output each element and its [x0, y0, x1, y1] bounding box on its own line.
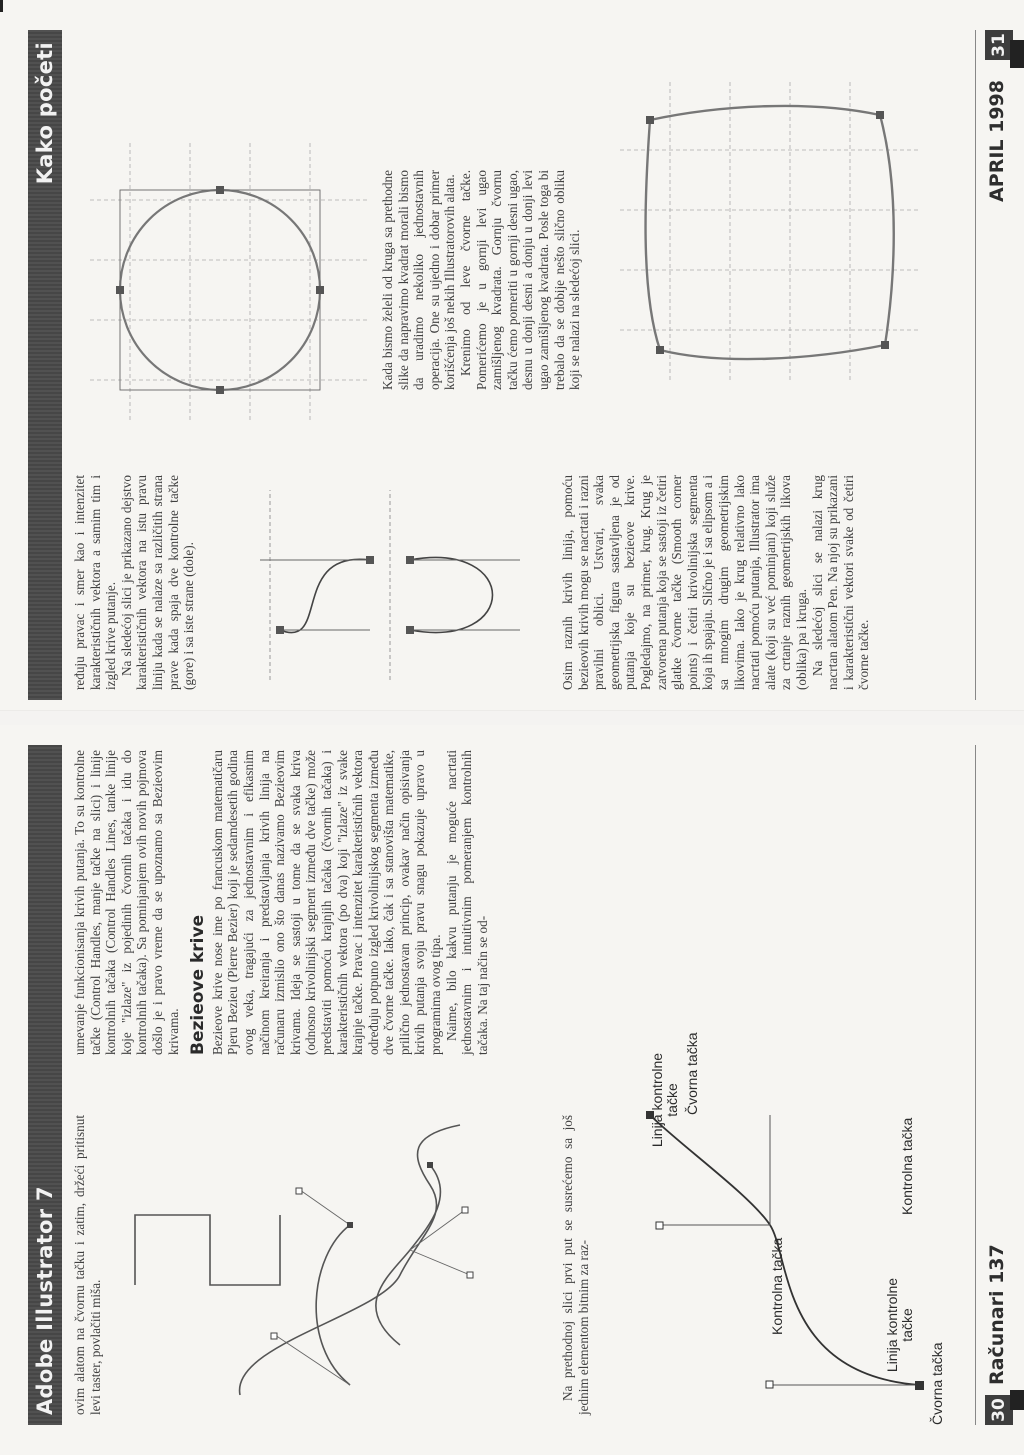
circle-path-figure: [90, 140, 370, 420]
right-col2-para2: Na sledećoj slici se nalazi krug nacrtan alatom Pen. Na njoj su prikazani i karakteristični vektori svake od četiri čvorne tačke.: [809, 475, 872, 690]
right-page-number: 31: [985, 30, 1013, 60]
right-footer-rule: [975, 30, 976, 700]
handle-point-marker: [656, 1222, 663, 1229]
s-curve: [280, 559, 370, 632]
right-column-2: [560, 475, 872, 690]
long-curve-figure: [240, 1125, 460, 1395]
label-handle-point-left: Kontrolna tačka: [769, 1237, 785, 1335]
right-column-1: [72, 475, 197, 690]
straight-path-figure: [135, 1215, 280, 1285]
issue-date: APRIL 1998: [986, 80, 1008, 202]
path-drawing-figures: [100, 1105, 560, 1425]
squircle-path: [646, 106, 894, 359]
hook-curve-figure: [376, 1165, 441, 1345]
handle-point-marker: [766, 1381, 773, 1388]
bezier-section-heading: Bezieove krive: [188, 914, 209, 1055]
square-path-figure: [620, 80, 920, 380]
anchor-point-marker: [915, 1381, 924, 1390]
left-section-title: Adobe Illustrator 7: [28, 745, 62, 1425]
label-handle-point-right: Kontrolna tačka: [899, 1117, 915, 1215]
scan-edge-mark: [1010, 40, 1024, 68]
left-intro-text: ovim alatom na čvornu tačku i zatim, držeći pritisnut levi taster, povlačiti miša.: [72, 1115, 103, 1415]
right-col2-para1: Osim raznih krivih linija, pomoću bezieovih krivih mogu se nacrtati i razni pravilni oblici. Ustvari, svaka geometrijska figura sastavljena je od putanja koje su bezieove krive. Pogledajmo, na primer, krug. Krug je zatvorena putanja koja se sastoji iz četiri glatke čvorne tačke (Smooth corner points) i četiri krivolinijska segmenta koja ih spajaju. Slično je i sa elipsom a i sa mnogim drugim geometrijskim likovima. Iako je krug relativno lako nacrtati pomoću putanja, Illustrator ima alate (koji su već pominjani) koji služe za crtanje raznih geometrijskih likova (oblika) pa i kruga.: [560, 475, 809, 690]
magazine-issue: Računari 137: [986, 1244, 1008, 1385]
arc-curve-figure: [316, 1225, 350, 1385]
left-caption-text: Na prethodnoj slici prvi put se susrećemo sa još jednim elementom bitnim za raz-: [560, 1115, 591, 1415]
left-page: [0, 725, 1024, 1455]
right-col1-para2: Na sledećoj slici je prikazano dejstvo karakterističnih vektora na istu pravu liniju kada se nalaze sa različitih strana prave kada spaja dve kontrolne tačke (gore) i sa iste strane (dole).: [118, 475, 197, 690]
vector-direction-figure: [250, 470, 540, 690]
left-col2-para1: umevanje funkcionisanja krivih putanja. To su kontrolne tačke (Control Handles, manje tačke na slici) i linije kontrolnih tačaka (Control Handles Lines, tanke linije koje "izlaze" iz pojedinih čvornih tačaka i idu do kontrolnih tačaka). Sa pominjanjem ovih novih pojmova došlo je i pravo vreme da se upoznamo sa Bezieovim krivama.: [72, 750, 181, 1055]
right-column-3: [380, 170, 583, 390]
scan-edge-mark: [1010, 1390, 1024, 1410]
u-curve: [410, 558, 493, 633]
right-col1-para1: ređuju pravac i smer kao i intenzitet karakterističnih vektora a samim tim i izgled krive putanje.: [72, 475, 119, 690]
scan-edge-mark: [0, 0, 3, 12]
right-page: [0, 0, 1024, 710]
left-column-1: [72, 1115, 103, 1415]
circle-path: [120, 190, 320, 390]
left-column-2: [72, 750, 490, 1055]
right-col3-para2: Krenimo od leve čvorne tačke. Pomerićemo je u gornji levi ugao zamišljenog kvadrata. Gornju čvornu tačku ćemo pomeriti u gornji desni ugao, desnu u donji desni a donju u donji levi ugao zamišljenog kvadrata. Posle toga bi trebalo da se dobije nešto slično obliku koji se nalazi na sledećoj slici.: [457, 170, 583, 390]
right-col3-para1: Kada bismo želeli od kruga sa prethodne slike da napravimo kvadrat morali bismo da uradimo nekoliko jednostavnih operacija. One su ujedno i dobar primer korišćenja još nekih Illustratorovih alata.: [380, 170, 458, 390]
label-handle-line-bottom: Linija kontrolne tačke: [884, 1277, 915, 1373]
left-page-number: 30: [985, 1395, 1013, 1425]
label-anchor-top: Čvorna tačka: [684, 1032, 700, 1115]
right-section-title: Kako početi: [28, 30, 62, 700]
left-footer-rule: [975, 745, 976, 1425]
label-handle-line-top: Linija kontrolne tačke: [649, 1052, 680, 1148]
left-col2-para2: Bezieove krive nose ime po francuskom matematičaru Pjeru Bezieu (Pierre Bezier) koji je sedamdesetih godina ovog veka, tragajući za jednostavnim i efikasnim načinom kreiranja i predstavljanja krivih linija na računaru izmislio ono što danas nazivamo Bezieovim krivama. Ideja se sastoji u tome da se svaka kriva (odnosno krivolinijski segment između dve tačke) može predstaviti pomoću krajnjih tačaka (čvornih tačaka) i karakterističnih vektora (po dva) koji "izlaze" iz svake krajnje tačke. Pravac i intenzitet karakterističnih vektora određuju potpuno izgled krivolinijskog segmenta između dve čvorne tačke. Iako, čak i sa stanovišta matematike, prilično jednostavan princip, ovakav način opisivanja krivih putanja svoju pravu snagu pokazuje upravo u programima ovog tipa.: [209, 750, 444, 1055]
label-anchor-bottom: Čvorna tačka: [929, 1342, 945, 1425]
bezier-curve: [650, 1115, 920, 1385]
left-caption-column: [560, 1115, 591, 1415]
left-col2-para3: Naime, bilo kakvu putanju je moguće nacrtati jednostavnim i intuitivnim pomeranjem kontrolnih tačaka. Na taj način se od-: [443, 750, 490, 1055]
